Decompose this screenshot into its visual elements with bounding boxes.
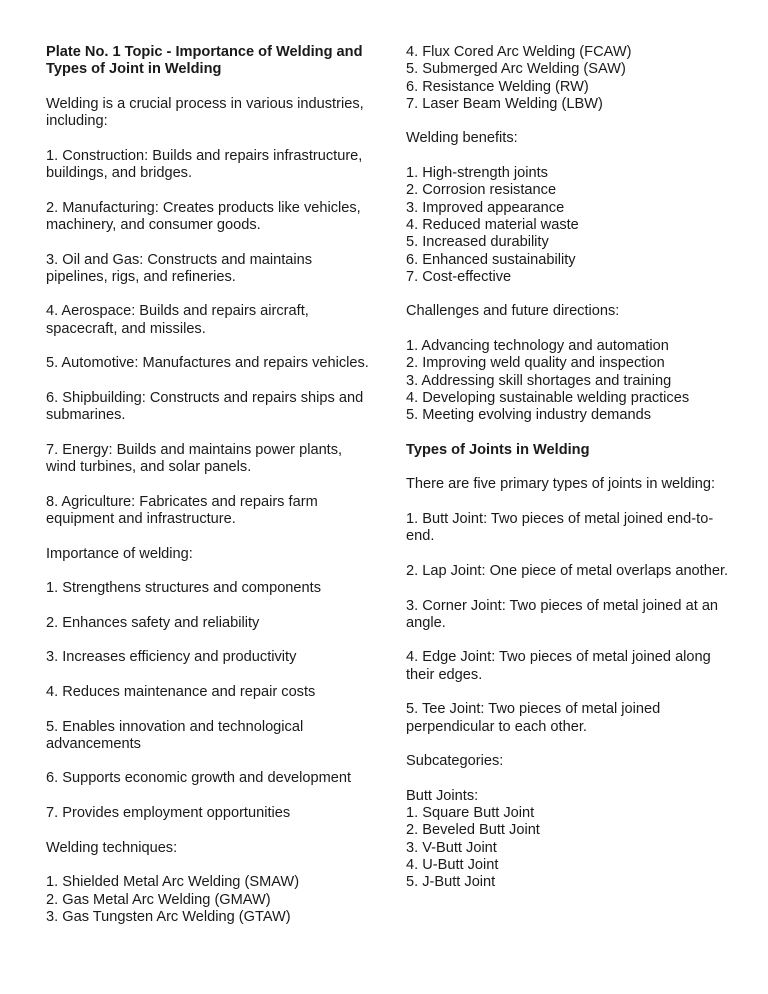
importance-item: 1. Strengthens structures and components xyxy=(46,580,322,597)
butt-joints-heading: Butt Joints: xyxy=(406,787,479,804)
challenges-list xyxy=(406,338,736,424)
joints-heading: Types of Joints in Welding xyxy=(406,441,590,458)
industry-item: 4. Aerospace: Builds and repairs aircraft, spacecraft, and missiles. xyxy=(46,303,309,337)
technique-item: 1. Shielded Metal Arc Welding (SMAW) xyxy=(46,874,300,891)
industry-item: 6. Shipbuilding: Constructs and repairs ships and submarines. xyxy=(46,389,364,424)
joint-item: 2. Lap Joint: One piece of metal overlaps another. xyxy=(406,562,729,579)
technique-item: 6. Resistance Welding (RW) xyxy=(406,78,589,95)
techniques-list-continued xyxy=(406,44,736,113)
challenge-item: 4. Developing sustainable welding practices xyxy=(406,389,690,406)
importance-heading: Importance of welding: xyxy=(46,545,193,562)
joint-item: 4. Edge Joint: Two pieces of metal joined along their edges. xyxy=(406,649,711,683)
butt-joint-item: 5. J-Butt Joint xyxy=(406,874,496,891)
butt-joint-item: 2. Beveled Butt Joint xyxy=(406,822,540,839)
industry-item: 8. Agriculture: Fabricates and repairs farm equipment and infrastructure. xyxy=(46,493,318,528)
challenge-item: 1. Advancing technology and automation xyxy=(406,338,669,355)
challenge-item: 2. Improving weld quality and inspection xyxy=(406,355,665,372)
importance-item: 2. Enhances safety and reliability xyxy=(46,614,260,631)
importance-item: 3. Increases efficiency and productivity xyxy=(46,649,297,666)
joint-item: 3. Corner Joint: Two pieces of metal joined at an angle. xyxy=(406,597,719,631)
butt-joint-item: 4. U-Butt Joint xyxy=(406,856,499,873)
butt-joint-item: 1. Square Butt Joint xyxy=(406,805,535,822)
benefits-list xyxy=(406,165,736,286)
left-column xyxy=(46,44,376,943)
challenges-heading: Challenges and future directions: xyxy=(406,303,620,320)
intro-paragraph: Welding is a crucial process in various industries, including: xyxy=(46,95,364,130)
benefit-item: 4. Reduced material waste xyxy=(406,216,579,233)
importance-item: 7. Provides employment opportunities xyxy=(46,805,291,822)
benefit-item: 5. Increased durability xyxy=(406,234,549,251)
butt-joints-list xyxy=(406,788,736,892)
document-title: Plate No. 1 Topic - Importance of Welding and Types of Joint in Welding xyxy=(46,44,363,78)
subcategories-heading: Subcategories: xyxy=(406,753,504,770)
challenge-item: 5. Meeting evolving industry demands xyxy=(406,407,651,424)
industry-item: 3. Oil and Gas: Constructs and maintains pipelines, rigs, and refineries. xyxy=(46,251,313,285)
benefits-heading: Welding benefits: xyxy=(406,130,518,147)
technique-item: 2. Gas Metal Arc Welding (GMAW) xyxy=(46,891,271,908)
benefit-item: 6. Enhanced sustainability xyxy=(406,251,576,268)
technique-item: 3. Gas Tungsten Arc Welding (GTAW) xyxy=(46,908,291,925)
technique-item: 4. Flux Cored Arc Welding (FCAW) xyxy=(406,44,632,60)
importance-item: 5. Enables innovation and technological advancements xyxy=(46,718,304,752)
techniques-list xyxy=(46,874,376,926)
joints-intro: There are five primary types of joints in welding: xyxy=(406,476,716,493)
challenge-item: 3. Addressing skill shortages and training xyxy=(406,372,672,389)
benefit-item: 2. Corrosion resistance xyxy=(406,182,557,199)
industry-item: 2. Manufacturing: Creates products like vehicles, machinery, and consumer goods. xyxy=(46,199,361,233)
butt-joint-item: 3. V-Butt Joint xyxy=(406,839,497,856)
technique-item: 7. Laser Beam Welding (LBW) xyxy=(406,95,603,112)
industry-item: 7. Energy: Builds and maintains power plants, wind turbines, and solar panels. xyxy=(46,441,343,476)
industry-item: 1. Construction: Builds and repairs infrastructure, buildings, and bridges. xyxy=(46,147,363,182)
industry-item: 5. Automotive: Manufactures and repairs vehicles. xyxy=(46,355,369,372)
joint-item: 5. Tee Joint: Two pieces of metal joined perpendicular to each other. xyxy=(406,701,661,735)
benefit-item: 7. Cost-effective xyxy=(406,268,512,285)
technique-item: 5. Submerged Arc Welding (SAW) xyxy=(406,61,626,78)
importance-item: 6. Supports economic growth and development xyxy=(46,770,352,787)
benefit-item: 1. High-strength joints xyxy=(406,165,548,182)
right-column xyxy=(406,44,736,909)
importance-item: 4. Reduces maintenance and repair costs xyxy=(46,683,316,700)
joint-item: 1. Butt Joint: Two pieces of metal joined end-to-end. xyxy=(406,511,714,545)
techniques-heading: Welding techniques: xyxy=(46,839,178,856)
benefit-item: 3. Improved appearance xyxy=(406,199,565,216)
